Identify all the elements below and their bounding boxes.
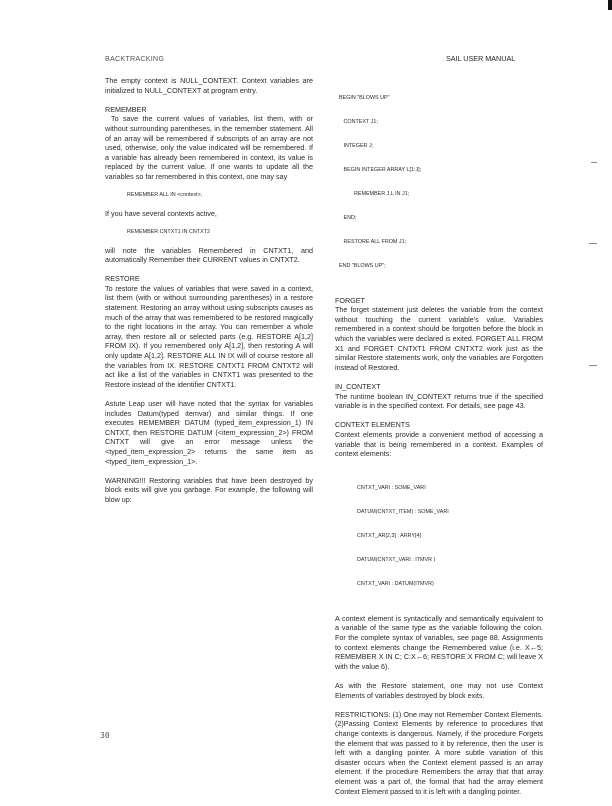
code-line: INTEGER J; — [339, 143, 374, 149]
code-line: RESTORE ALL FROM J1; — [339, 239, 407, 245]
margin-tick — [589, 365, 597, 366]
forget-paragraph: The forget statement just deletes the variable from the context without touching the current variable's value. Variables remembered in a context should be forgotten before the block in which the variables were declared is exited. FORGET ALL FROM X1 and FORGET CNTXT1 FROM CNTXT2 work just as the similar Restore statements work, only the variables are Forgotten instead of Restored. — [335, 305, 543, 372]
code-line: BEGIN INTEGER ARRAY L[1:J]; — [339, 167, 422, 173]
remember-cntxt-code: REMEMBER CNTXT1 IN CNTXT2 — [127, 228, 210, 235]
code-line: CONTEXT J1; — [339, 119, 378, 125]
right-column — [335, 78, 543, 806]
page-number: 30 — [100, 731, 110, 740]
code-line: DATUM(CNTXT_VARI : ITMVR ) — [357, 557, 436, 564]
several-contexts-paragraph: If you have several contexts active, — [105, 208, 217, 218]
code-line: DATUM(CNTXT_ITEM) : SOME_VARI — [357, 509, 449, 516]
context-elements-heading: CONTEXT ELEMENTS — [335, 420, 410, 430]
in-context-paragraph: The runtime boolean IN_CONTEXT returns true if the specified variable is in the specified context. For details, see page 43. — [335, 391, 543, 411]
code-line: CNTXT_VARI : SOME_VARI — [357, 485, 426, 492]
running-header-title: SAIL USER MANUAL — [446, 54, 516, 63]
restore-paragraph: To restore the values of variables that were saved in a context, list them (with or without surrounding parentheses) in a restore statement. Restoring an array without using subscripts causes as much of the array that was remembered to be restored magically to the right locations in the array. You can remember a whole array, then restore all or selected parts (e.g. RESTORE A[1,2] FROM IX). If you remembered only A[1,2], then restoring A will only update A[1,2]. RESTORE ALL IN IX will of course restore all the variables from IX. RESTORE CNTXT1 FROM CNTXT2 will act like a list of the variables in CNTXT1 was presented to the Restore instead of the identifier CNTXT1. — [105, 283, 313, 389]
remember-paragraph: To save the current values of variables, list them, with or without surrounding parentheses, in the remember statement. All of an array will be remembered if subscripts of an array are not used, otherwise, only the value indicated will be remembered. If a variable has already been remembered in context, its value is replaced by the current value. If one wants to update all the variables so far remembered in this context, one may say — [105, 114, 313, 181]
scan-corner-mark — [608, 0, 612, 10]
remember-heading: REMEMBER — [105, 104, 147, 114]
equivalent-paragraph: A context element is syntactically and semantically equivalent to a variable of the same type as the variable following the colon. For the complete syntax of variables, see page 88. Assignments to context elements change the Remembered value (i.e. X←5; REMEMBER X IN C; C:X←6; RESTORE X FROM C; will leave X with the value 6). — [335, 613, 543, 671]
code-line: END; — [339, 215, 357, 221]
code-line: REMEMBER J,L IN J1; — [339, 191, 410, 197]
in-context-heading: IN_CONTEXT — [335, 381, 381, 391]
context-elements-paragraph: Context elements provide a convenient method of accessing a variable that is being remembered in a context. Examples of context elements: — [335, 429, 543, 459]
remember-all-code: REMEMBER ALL IN <context>, — [127, 192, 203, 199]
left-column — [105, 76, 313, 514]
margin-tick — [591, 162, 597, 163]
running-header-section: BACKTRACKING — [105, 54, 165, 63]
code-line: END "BLOWS UP"; — [339, 263, 386, 269]
blows-up-code-block — [335, 78, 543, 286]
forget-heading: FORGET — [335, 295, 365, 305]
code-line: CNTXT_VARI : DATUM(ITMVR) — [357, 581, 434, 588]
warning-paragraph: WARNING!!! Restoring variables that have been destroyed by block exits will give you garbage. For example, the following will blow up: — [105, 475, 313, 504]
context-elements-code-block — [335, 468, 543, 604]
code-line: CNTXT_AR[2,3] : ARRY[4] — [357, 533, 422, 540]
restore-heading: RESTORE — [105, 274, 140, 284]
astute-paragraph: Astute Leap user will have noted that the syntax for variables includes Datum(typed itemvar) and similar things. If one executes REMEMBER DATUM (typed_item_expression_1) IN CNTXT, then RESTORE DATUM (<item_expression_2>) FROM CNTXT will give an error message unless the <typed_item_expression_2> returns the same item as <typed_item_expression_1>. — [105, 399, 313, 466]
intro-paragraph: The empty context is NULL_CONTEXT. Context variables are initialized to NULL_CONTEXT at program entry. — [105, 76, 313, 95]
margin-tick — [589, 243, 597, 244]
code-line: BEGIN "BLOWS UP" — [339, 95, 390, 101]
restrictions-paragraph: RESTRICTIONS: (1) One may not Remember Context Elements. (2)Passing Context Elements by reference to procedures that change contexts is dangerous. Namely, if the procedure Forgets the element that was passed to it by reference, then the user is left with a dangling pointer. A more subtle variation of this disaster occurs when the Context element passed is an array element. If the procedure Remembers the array that that array element was a part of, the formal that had the array element Context Element passed to it is left with a dangling pointer. — [335, 709, 543, 796]
as-with-paragraph: As with the Restore statement, one may not use Context Elements of variables destroyed by block exits. — [335, 681, 543, 700]
will-note-paragraph: will note the variables Remembered in CNTXT1, and automatically Remember their CURRENT values in CNTXT2. — [105, 245, 313, 265]
